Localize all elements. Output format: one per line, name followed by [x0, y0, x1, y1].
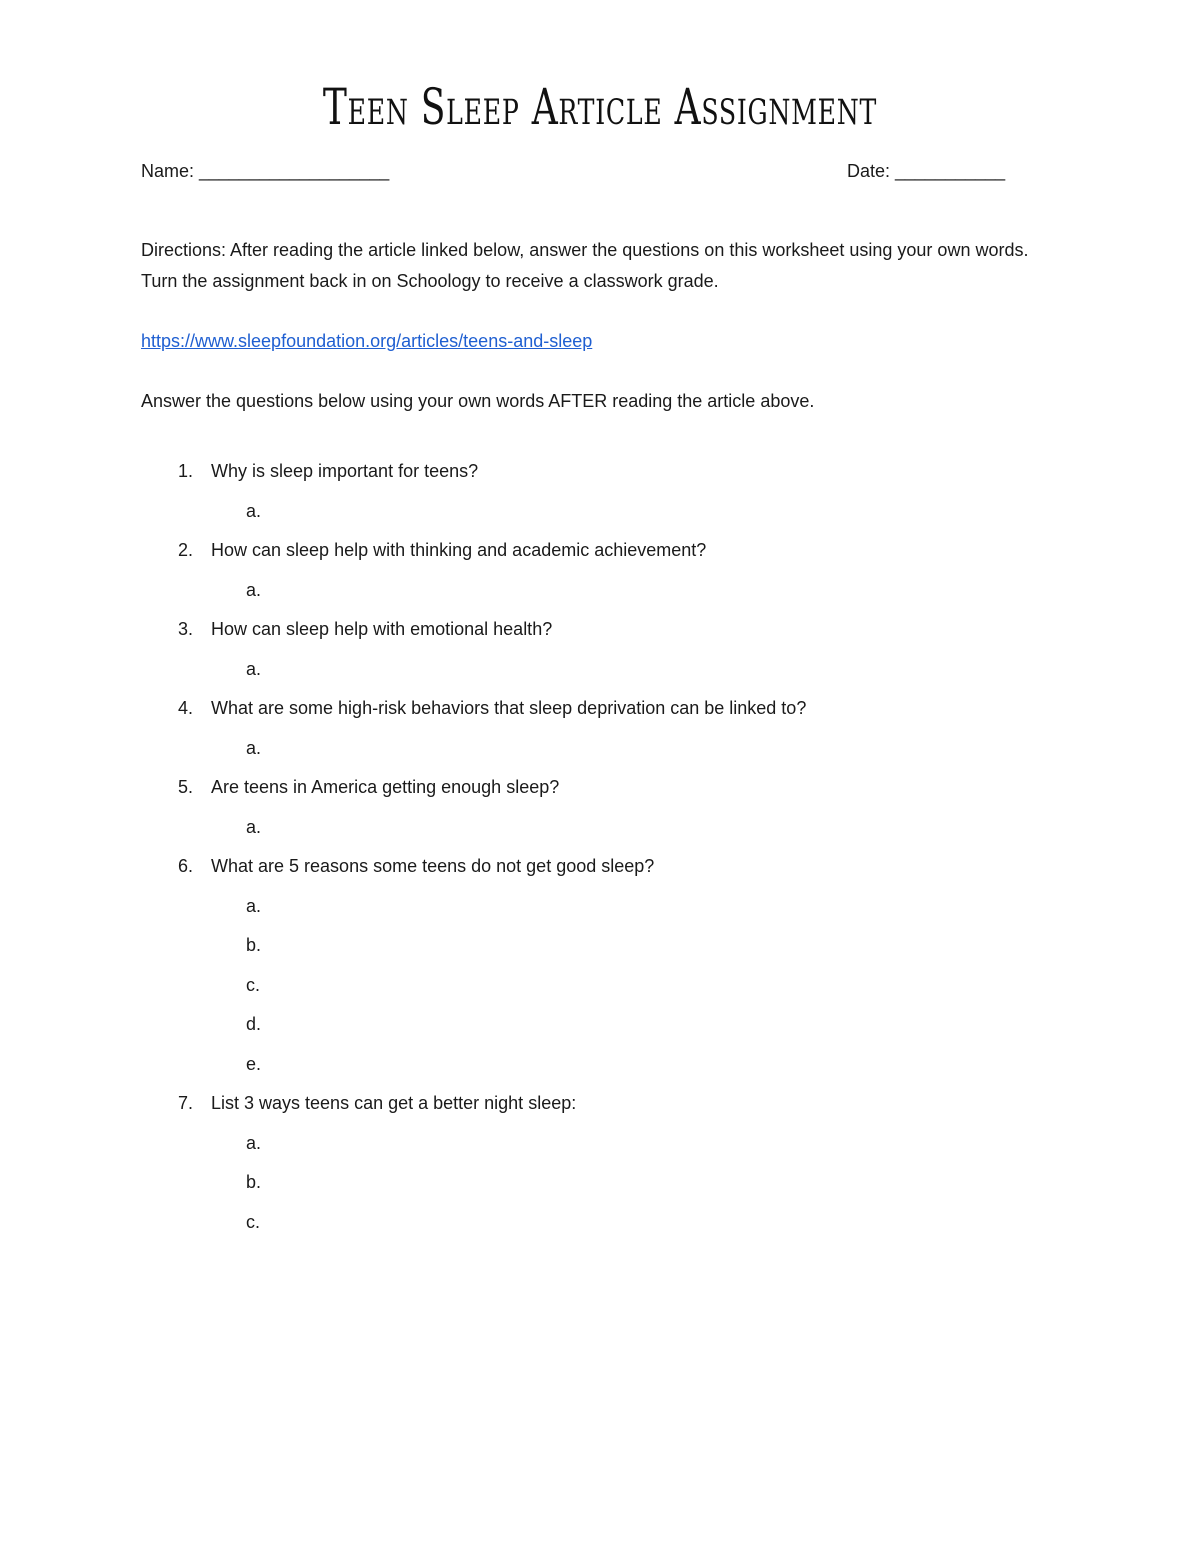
answer-label: d. [246, 1014, 262, 1034]
question-number: 7. [177, 1093, 193, 1113]
answer-label: c. [246, 1212, 261, 1232]
answer-label: e. [246, 1054, 262, 1074]
question-number: 6. [177, 856, 193, 876]
instructions-paragraph: Answer the questions below using your own words AFTER reading the article above. [141, 391, 815, 411]
answer-label: b. [246, 935, 262, 955]
question-number: 1. [177, 461, 193, 481]
answer-label: a. [246, 817, 262, 837]
answer-label: a. [246, 1133, 262, 1153]
question-text: Are teens in America getting enough sleep? [211, 777, 560, 797]
page-title: Teen Sleep Article Assignment [322, 78, 878, 136]
answer-label: a. [246, 580, 262, 600]
question-number: 4. [177, 698, 193, 718]
question-number: 5. [177, 777, 193, 797]
answer-label: c. [246, 975, 261, 995]
date-field: Date: ___________ [847, 161, 1006, 181]
name-field: Name: ___________________ [141, 161, 390, 181]
question-text: List 3 ways teens can get a better night sleep: [211, 1093, 577, 1113]
answer-label: b. [246, 1172, 262, 1192]
question-text: How can sleep help with emotional health? [211, 619, 553, 639]
answer-label: a. [246, 659, 262, 679]
question-number: 3. [177, 619, 193, 639]
question-text: Why is sleep important for teens? [211, 461, 479, 481]
question-text: What are 5 reasons some teens do not get good sleep? [211, 856, 655, 876]
directions-paragraph: Directions: After reading the article linked below, answer the questions on this worksheet using your own words. Turn the assignment back in on Schoology to receive a classwork grade. [141, 240, 1029, 291]
article-link[interactable]: https://www.sleepfoundation.org/articles/teens-and-sleep [141, 331, 593, 351]
answer-label: a. [246, 896, 262, 916]
question-number: 2. [177, 540, 193, 560]
question-text: How can sleep help with thinking and academic achievement? [211, 540, 707, 560]
answer-label: a. [246, 501, 262, 521]
answer-label: a. [246, 738, 262, 758]
question-text: What are some high-risk behaviors that sleep deprivation can be linked to? [211, 698, 807, 718]
